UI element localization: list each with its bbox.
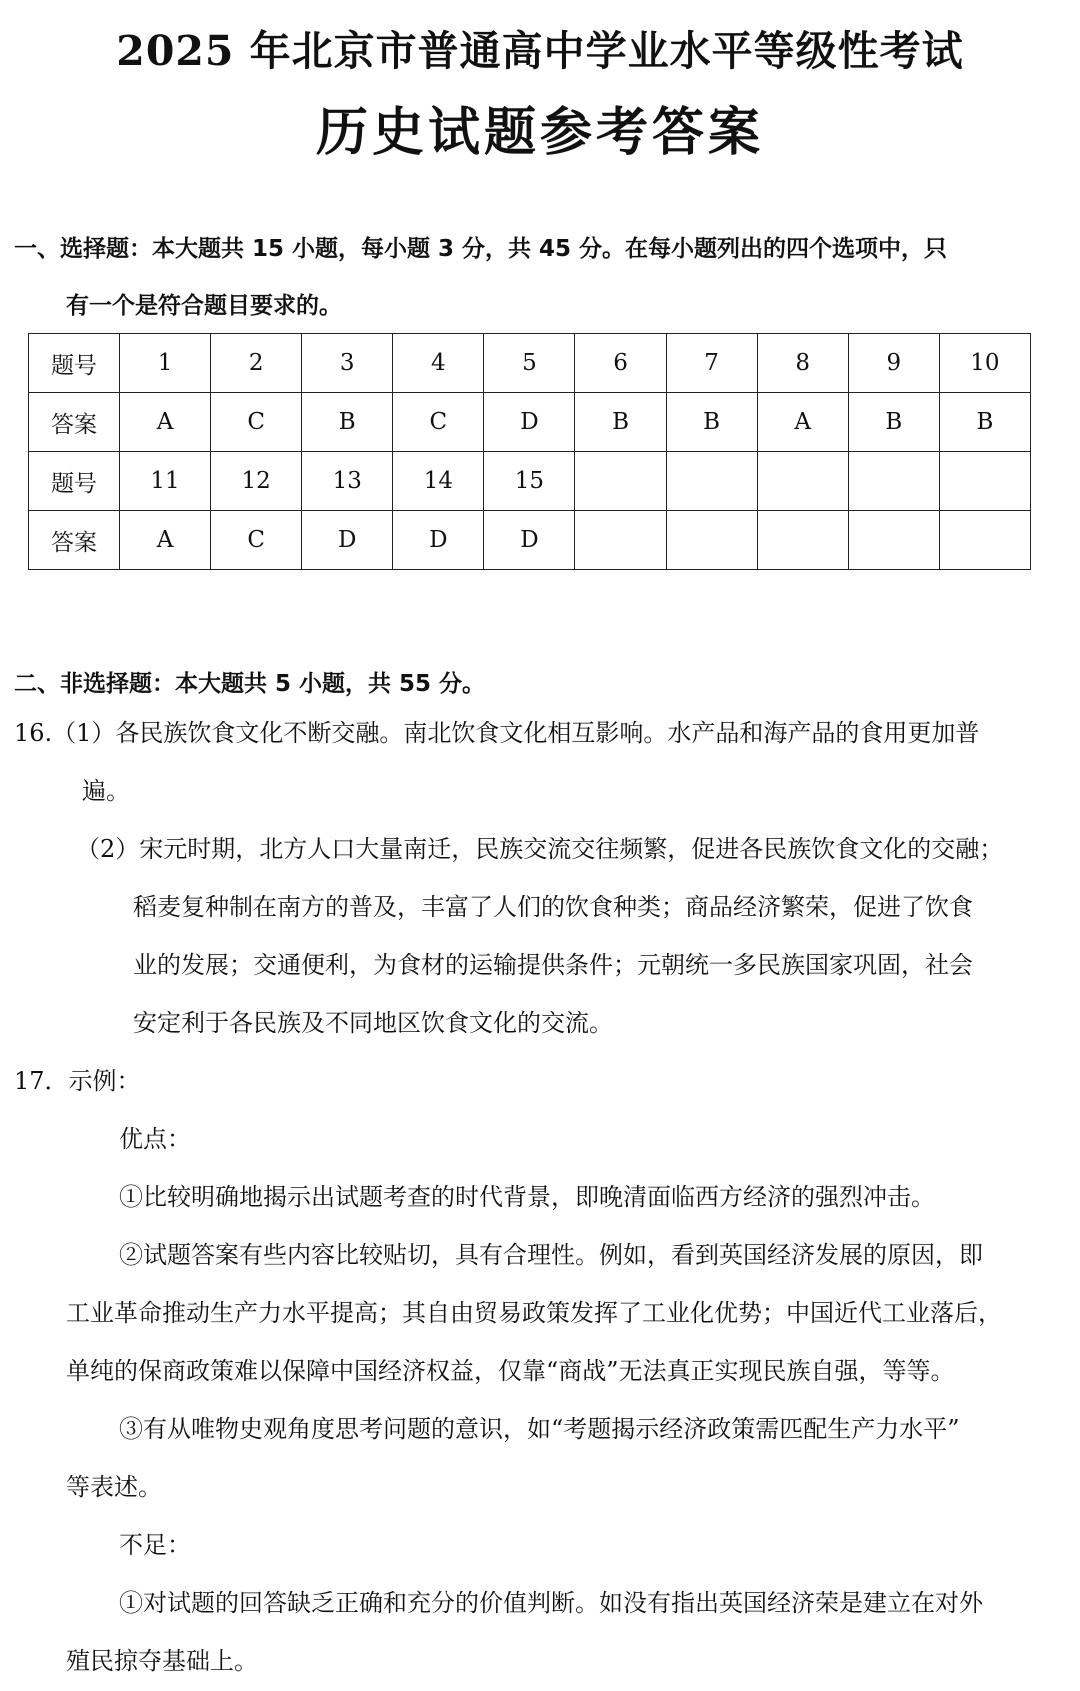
table-cell: C (211, 511, 302, 570)
table-cell: B (939, 393, 1030, 452)
table-cell: 6 (575, 334, 666, 393)
table-cell: 1 (120, 334, 211, 393)
table-cell: 7 (666, 334, 757, 393)
q17-con-1: ①对试题的回答缺乏正确和充分的价值判断。如没有指出英国经济荣是建立在对外 (119, 1589, 983, 1617)
table-cell (757, 511, 848, 570)
table-cell (666, 452, 757, 511)
table-cell: 2 (211, 334, 302, 393)
q17-pro-3: ③有从唯物史观角度思考问题的意识，如“考题揭示经济政策需匹配生产力水平” (119, 1415, 960, 1443)
table-cell (575, 452, 666, 511)
table-cell: 答案 (29, 393, 120, 452)
q16-part2-cont: 业的发展；交通便利，为食材的运输提供条件；元朝统一多民族国家巩固，社会 (133, 951, 973, 979)
table-cell: C (393, 393, 484, 452)
answer-table (28, 333, 1031, 570)
table-cell: 4 (393, 334, 484, 393)
q17-pro-1: ①比较明确地揭示出试题考查的时代背景，即晚清面临西方经济的强烈冲击。 (119, 1183, 935, 1211)
table-cell: 15 (484, 452, 575, 511)
q17-pro-2: ②试题答案有些内容比较贴切，具有合理性。例如，看到英国经济发展的原因，即 (119, 1241, 983, 1269)
table-cell: 12 (211, 452, 302, 511)
table-cell: 14 (393, 452, 484, 511)
section2-heading: 二、非选择题：本大题共 5 小题，共 55 分。 (14, 671, 486, 697)
table-cell: 9 (848, 334, 939, 393)
exam-title: 2025 年北京市普通高中学业水平等级性考试 (116, 27, 964, 75)
table-cell: 答案 (29, 511, 120, 570)
table-cell: C (211, 393, 302, 452)
table-cell (939, 452, 1030, 511)
table-cell: B (302, 393, 393, 452)
table-cell: D (302, 511, 393, 570)
q16-part1-cont: 遍。 (82, 777, 130, 805)
table-cell: B (848, 393, 939, 452)
table-cell: D (393, 511, 484, 570)
table-cell: 3 (302, 334, 393, 393)
q16-part2-cont: 稻麦复种制在南方的普及，丰富了人们的饮食种类；商品经济繁荣，促进了饮食 (133, 893, 973, 921)
q17-label: 17．示例： (14, 1067, 141, 1095)
table-cell: 题号 (29, 452, 120, 511)
table-cell: D (484, 511, 575, 570)
table-cell: 10 (939, 334, 1030, 393)
q16-part1-text: 16.（1）各民族饮食文化不断交融。南北饮食文化相互影响。水产品和海产品的食用更加普 (14, 719, 980, 747)
table-cell (848, 511, 939, 570)
table-cell (666, 511, 757, 570)
table-cell: 13 (302, 452, 393, 511)
table-cell: 8 (757, 334, 848, 393)
q17-cons-label: 不足： (119, 1531, 191, 1559)
q17-pro-2-cont: 工业革命推动生产力水平提高；其自由贸易政策发挥了工业化优势；中国近代工业落后， (66, 1299, 1002, 1327)
section1-heading: 一、选择题：本大题共 15 小题，每小题 3 分，共 45 分。在每小题列出的四个选项中，只 (14, 236, 948, 262)
table-row (29, 393, 1031, 452)
q17-con-1-cont: 殖民掠夺基础上。 (66, 1647, 258, 1675)
table-cell (575, 511, 666, 570)
table-cell: A (757, 393, 848, 452)
table-row (29, 511, 1031, 570)
table-cell (757, 452, 848, 511)
page-title: 历史试题参考答案 (315, 102, 764, 163)
table-cell (848, 452, 939, 511)
table-cell: A (120, 393, 211, 452)
table-cell: B (666, 393, 757, 452)
q17-pro-3-cont: 等表述。 (66, 1473, 162, 1501)
q16-part2-text: （2）宋元时期，北方人口大量南迁，民族交流交往频繁，促进各民族饮食文化的交融； (76, 835, 1004, 863)
table-row (29, 452, 1031, 511)
table-cell: 5 (484, 334, 575, 393)
q17-pros-label: 优点： (119, 1125, 191, 1153)
table-cell (939, 511, 1030, 570)
table-cell: D (484, 393, 575, 452)
table-cell: B (575, 393, 666, 452)
q17-pro-2-cont: 单纯的保商政策难以保障中国经济权益，仅靠“商战”无法真正实现民族自强，等等。 (66, 1357, 955, 1385)
q16-part2-cont: 安定利于各民族及不同地区饮食文化的交流。 (133, 1009, 613, 1037)
section1-heading-cont: 有一个是符合题目要求的。 (66, 293, 342, 319)
table-cell: 题号 (29, 334, 120, 393)
table-row (29, 334, 1031, 393)
table-cell: 11 (120, 452, 211, 511)
table-cell: A (120, 511, 211, 570)
